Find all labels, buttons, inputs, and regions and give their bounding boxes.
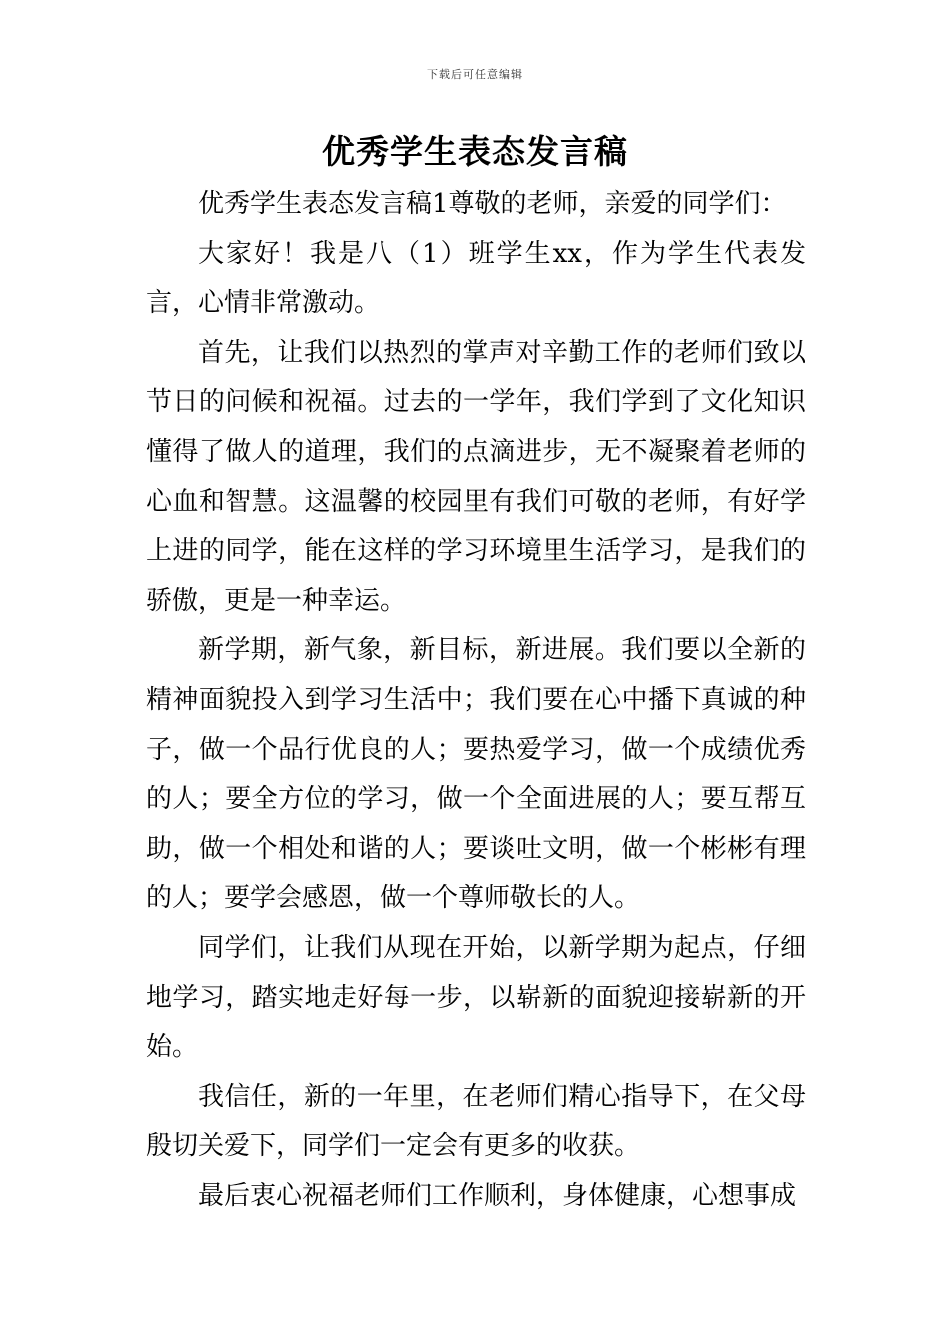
header-note: 下载后可任意编辑 xyxy=(427,68,523,81)
paragraph-call-to-action: 同学们，让我们从现在开始，以新学期为起点，仔细地学习，踏实地走好每一步，以崭新的面貌迎接崭新的开始。 xyxy=(146,932,806,1063)
paragraph-greeting: 大家好！我是八（1）班学生xx，作为学生代表发言，心情非常激动。 xyxy=(146,238,806,319)
paragraph-closing: 最后衷心祝福老师们工作顺利，身体健康，心想事成 xyxy=(198,1180,797,1211)
paragraph-thanks: 首先，让我们以热烈的掌声对辛勤工作的老师们致以节日的问候和祝福。过去的一学年，我们学到了文化知识懂得了做人的道理，我们的点滴进步，无不凝聚着老师的心血和智慧。这温馨的校园里有我们可敬的老师，有好学上进的同学，能在这样的学习环境里生活学习，是我们的骄傲，更是一种幸运。 xyxy=(146,337,806,616)
paragraph-salutation: 优秀学生表态发言稿1尊敬的老师，亲爱的同学们： xyxy=(198,189,787,219)
document-body xyxy=(146,180,806,1221)
document-title: 优秀学生表态发言稿 xyxy=(322,132,628,171)
paragraph-belief: 我信任，新的一年里，在老师们精心指导下，在父母殷切关爱下，同学们一定会有更多的收获。 xyxy=(146,1081,806,1162)
paragraph-new-semester: 新学期，新气象，新目标，新进展。我们要以全新的精神面貌投入到学习生活中；我们要在心中播下真诚的种子，做一个品行优良的人；要热爱学习，做一个成绩优秀的人；要全方位的学习，做一个全面进展的人；要互帮互助，做一个相处和谐的人；要谈吐文明，做一个彬彬有理的人；要学会感恩，做一个尊师敬长的人。 xyxy=(146,635,806,914)
